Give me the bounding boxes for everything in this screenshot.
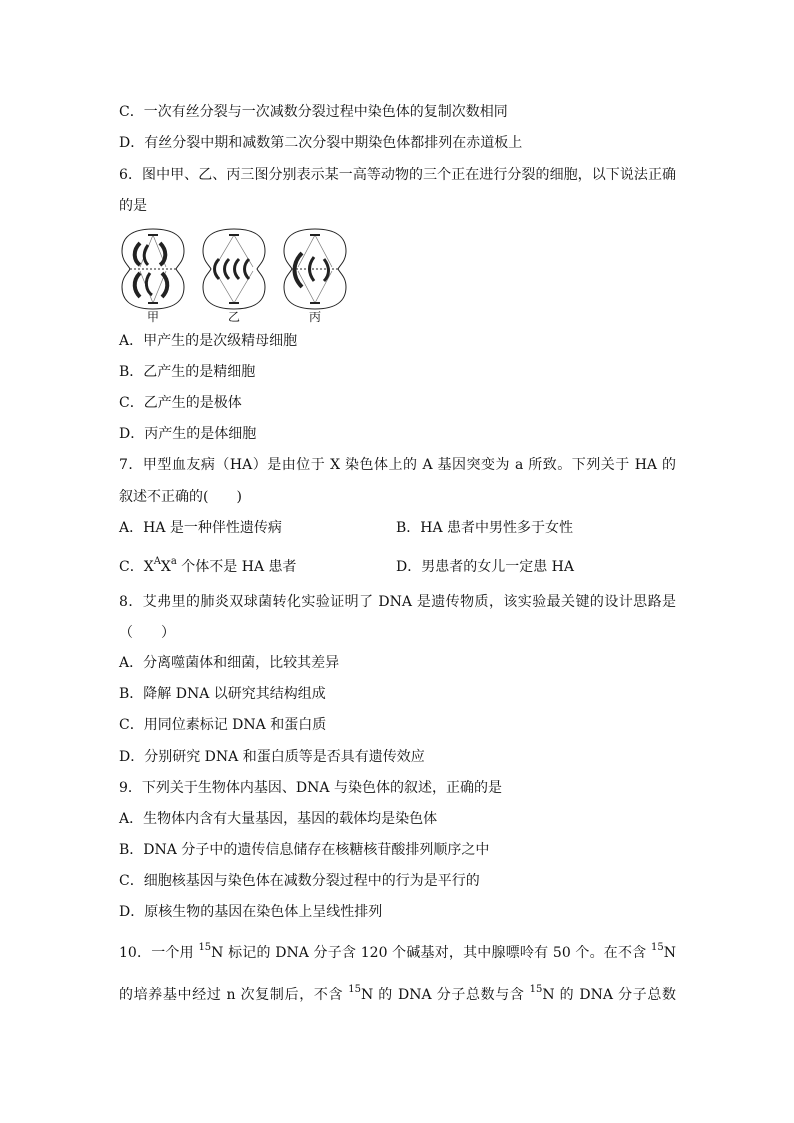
q8-option-c: C．用同位素标记 DNA 和蛋白质 xyxy=(119,717,327,733)
q8-option-b: B．降解 DNA 以研究其结构组成 xyxy=(119,686,326,702)
q10-l1-a: 10．一个用 xyxy=(119,945,199,961)
q7-option-d: D．男患者的女儿一定患 HA xyxy=(396,559,574,575)
q8-option-a: A．分离噬菌体和细菌，比较其差异 xyxy=(119,655,340,671)
q9-option-a: A．生物体内含有大量基因，基因的载体均是染色体 xyxy=(119,811,438,827)
q8-stem-line1: 8．艾弗里的肺炎双球菌转化实验证明了 DNA 是遗传物质，该实验最关键的设计思路是 xyxy=(119,594,676,610)
q7-options-ab xyxy=(119,518,676,538)
q10-l2-c: N 的 DNA 分子总数 xyxy=(542,987,676,1003)
q9-option-c: C．细胞核基因与染色体在减数分裂过程中的行为是平行的 xyxy=(119,873,480,889)
q10-l2-a: 的培养基中经过 n 次复制后，不含 xyxy=(119,987,349,1003)
q5-option-d: D．有丝分裂中期和减数第二次分裂中期染色体都排列在赤道板上 xyxy=(119,135,523,151)
q7c-mid: X xyxy=(160,559,171,575)
q6-option-a: A．甲产生的是次级精母细胞 xyxy=(119,333,298,349)
q10-stem-line1 xyxy=(119,943,676,963)
q10-l2-sup2: 15 xyxy=(529,984,543,995)
cell-bing xyxy=(284,229,346,309)
q10-stem-line2 xyxy=(119,985,676,1005)
q7-option-a: A．HA 是一种伴性遗传病 xyxy=(119,520,282,536)
q7-options-cd xyxy=(119,557,676,577)
cell-division-figures xyxy=(119,226,367,326)
q5-option-c: C．一次有丝分裂与一次减数分裂过程中染色体的复制次数相同 xyxy=(119,104,508,120)
q9-option-d: D．原核生物的基因在染色体上呈线性排列 xyxy=(119,904,383,920)
figure-label-bing: 丙 xyxy=(308,310,321,324)
q10-l1-sup2: 15 xyxy=(651,942,664,953)
q10-l2-b: N 的 DNA 分子总数与含 xyxy=(360,987,530,1003)
q6-option-d: D．丙产生的是体细胞 xyxy=(119,426,257,442)
q6-stem-line1: 6．图中甲、乙、丙三图分别表示某一高等动物的三个正在进行分裂的细胞，以下说法正确 xyxy=(119,167,676,183)
q6-option-c: C．乙产生的是极体 xyxy=(119,395,242,411)
figure-label-jia: 甲 xyxy=(146,310,159,324)
q10-l1-b: N 标记的 DNA 分子含 120 个碱基对，其中腺嘌呤有 50 个。在不含 xyxy=(211,945,652,961)
cell-yi xyxy=(203,229,265,309)
q7-stem-line2: 叙述不正确的( ) xyxy=(119,489,242,505)
q10-l1-sup1: 15 xyxy=(198,942,212,953)
q10-l1-c: N xyxy=(663,945,676,961)
q7-stem-line1: 7．甲型血友病（HA）是由位于 X 染色体上的 A 基因突变为 a 所致。下列关于 HA 的 xyxy=(119,457,676,473)
q7-option-c xyxy=(119,556,297,575)
cell-jia xyxy=(122,229,184,309)
q6-stem-line2: 的是 xyxy=(119,198,147,214)
q8-stem-line2: （ ） xyxy=(119,625,175,641)
figure-label-yi: 乙 xyxy=(227,310,240,324)
q10-l2-sup1: 15 xyxy=(348,984,361,995)
q7c-sup-A: A xyxy=(153,556,161,567)
q7-option-b: B．HA 患者中男性多于女性 xyxy=(396,520,574,536)
q7c-suffix: 个体不是 HA 患者 xyxy=(176,559,297,575)
q7c-sup-a: a xyxy=(170,556,177,567)
q9-option-b: B．DNA 分子中的遗传信息储存在核糖核苷酸排列顺序之中 xyxy=(119,842,490,858)
q6-option-b: B．乙产生的是精细胞 xyxy=(119,364,256,380)
q7c-prefix: C．X xyxy=(119,559,154,575)
q8-option-d: D．分别研究 DNA 和蛋白质等是否具有遗传效应 xyxy=(119,749,425,765)
q9-stem: 9．下列关于生物体内基因、DNA 与染色体的叙述，正确的是 xyxy=(119,780,502,796)
